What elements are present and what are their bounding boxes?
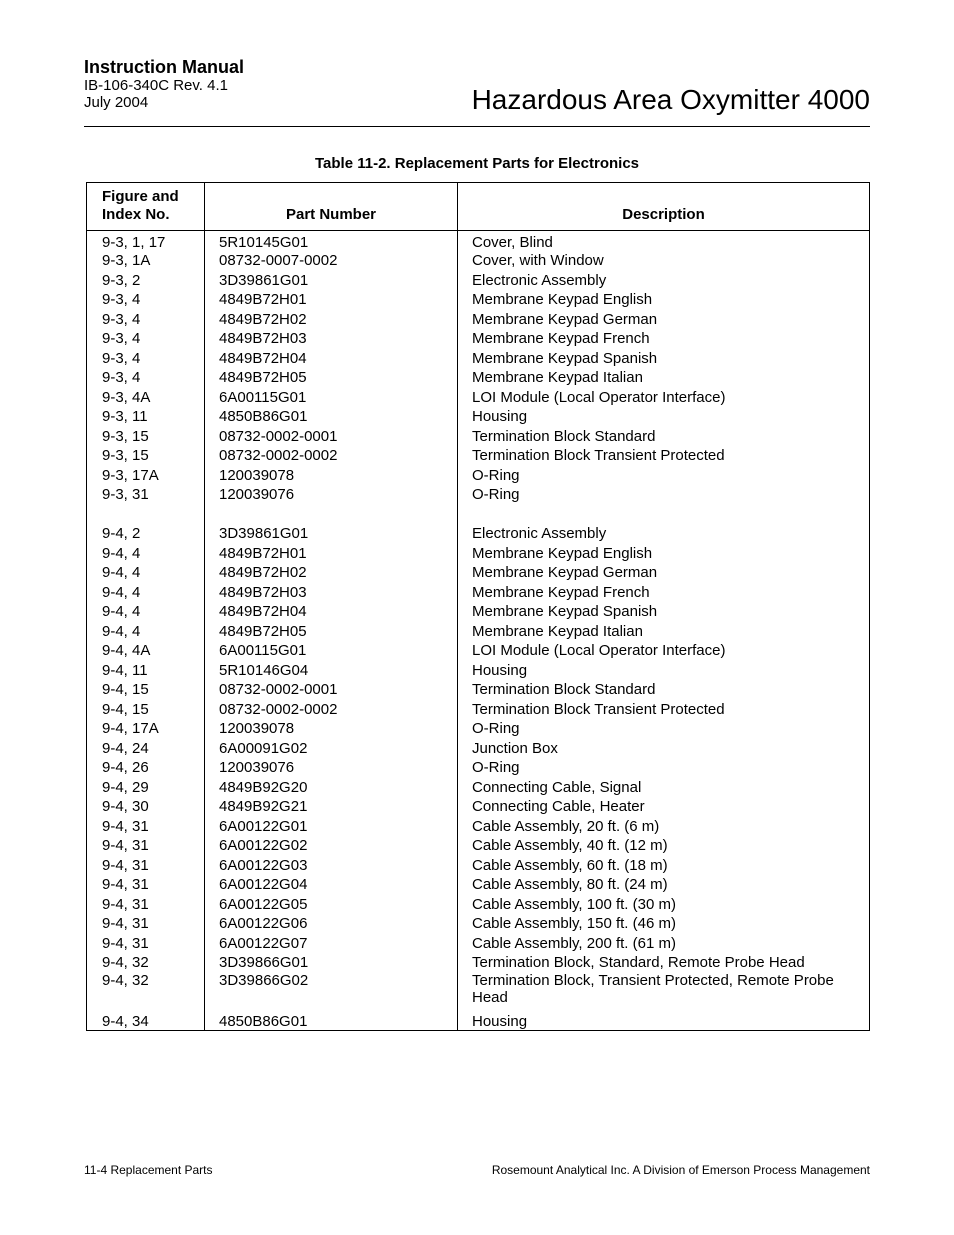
part-number-cell: 6A00122G05	[219, 896, 308, 913]
description-cell: O-Ring	[472, 720, 520, 737]
figure-index-cell: 9-4, 4A	[102, 642, 151, 659]
doc-number: IB-106-340C Rev. 4.1	[84, 77, 228, 94]
part-number-cell: 3D39866G01	[219, 954, 309, 971]
figure-index-cell: 9-4, 32	[102, 954, 149, 971]
description-cell: LOI Module (Local Operator Interface)	[472, 389, 726, 406]
part-number-cell: 4849B72H03	[219, 584, 307, 601]
description-cell: Termination Block, Transient Protected, Remote Probe Head	[472, 972, 834, 1006]
manual-title: Instruction Manual	[84, 57, 245, 77]
part-number-cell: 120039078	[219, 720, 295, 737]
figure-index-cell: 9-3, 15	[102, 447, 149, 464]
figure-index-cell: 9-4, 26	[102, 759, 149, 776]
part-number-cell: 08732-0002-0002	[219, 447, 338, 464]
footer-company: Rosemount Analytical Inc. A Division of Emerson Process Management	[491, 1163, 870, 1177]
figure-index-cell: 9-3, 1, 17	[102, 234, 166, 251]
figure-index-cell: 9-4, 24	[102, 740, 149, 757]
figure-index-cell: 9-4, 15	[102, 681, 149, 698]
part-number-cell: 4849B72H01	[219, 291, 307, 308]
header-block	[84, 57, 244, 111]
figure-index-cell: 9-4, 2	[102, 525, 141, 542]
figure-index-cell: 9-4, 31	[102, 935, 149, 952]
figure-index-cell: 9-4, 4	[102, 623, 141, 640]
figure-index-cell: 9-3, 15	[102, 428, 149, 445]
column-header-description: Description	[622, 206, 705, 223]
part-number-cell: 08732-0002-0002	[219, 701, 338, 718]
description-cell: Electronic Assembly	[472, 525, 607, 542]
column-header-part-number: Part Number	[285, 206, 377, 223]
part-number-cell: 3D39861G01	[219, 272, 309, 289]
part-number-cell: 08732-0002-0001	[219, 681, 338, 698]
figure-index-cell: 9-4, 17A	[102, 720, 159, 737]
figure-index-cell: 9-3, 4	[102, 350, 141, 367]
figure-index-cell: 9-4, 29	[102, 779, 149, 796]
figure-index-cell: 9-4, 4	[102, 584, 141, 601]
description-cell: Connecting Cable, Signal	[472, 779, 642, 796]
description-cell: Termination Block Transient Protected	[472, 447, 725, 464]
column-header-figure	[102, 188, 202, 224]
part-number-cell: 4849B72H05	[219, 623, 307, 640]
figure-index-cell: 9-3, 4	[102, 369, 141, 386]
part-number-cell: 4849B72H02	[219, 564, 307, 581]
figure-index-cell: 9-4, 31	[102, 818, 149, 835]
column-divider	[457, 183, 458, 1030]
figure-index-cell: 9-3, 4	[102, 311, 141, 328]
header-row-divider	[87, 230, 869, 231]
part-number-cell: 4849B72H05	[219, 369, 307, 386]
description-cell: Membrane Keypad German	[472, 311, 658, 328]
description-cell: Membrane Keypad Italian	[472, 369, 643, 386]
part-number-cell: 4849B72H03	[219, 330, 307, 347]
description-cell: Membrane Keypad English	[472, 291, 653, 308]
figure-index-cell: 9-4, 4	[102, 564, 141, 581]
description-cell: Cable Assembly, 150 ft. (46 m)	[472, 915, 676, 932]
part-number-cell: 4850B86G01	[219, 1013, 308, 1030]
description-cell: Membrane Keypad French	[472, 330, 650, 347]
description-cell: O-Ring	[472, 467, 520, 484]
table-caption: Table 11-2. Replacement Parts for Electronics	[314, 155, 640, 172]
part-number-cell: 4849B92G21	[219, 798, 308, 815]
part-number-cell: 120039076	[219, 486, 295, 503]
part-number-cell: 3D39861G01	[219, 525, 309, 542]
description-cell: Junction Box	[472, 740, 558, 757]
part-number-cell: 6A00122G06	[219, 915, 308, 932]
figure-index-cell: 9-4, 32	[102, 972, 149, 989]
figure-index-cell: 9-3, 31	[102, 486, 149, 503]
description-cell: Membrane Keypad French	[472, 584, 650, 601]
figure-index-cell: 9-4, 30	[102, 798, 149, 815]
description-cell: Membrane Keypad German	[472, 564, 658, 581]
figure-index-cell: 9-4, 34	[102, 1013, 149, 1030]
part-number-cell: 120039076	[219, 759, 295, 776]
description-cell: Cable Assembly, 20 ft. (6 m)	[472, 818, 660, 835]
figure-index-cell: 9-3, 11	[102, 408, 148, 425]
description-cell: Cover, with Window	[472, 252, 604, 269]
description-cell: Membrane Keypad Spanish	[472, 350, 658, 367]
description-cell: Connecting Cable, Heater	[472, 798, 645, 815]
description-cell: Cable Assembly, 200 ft. (61 m)	[472, 935, 676, 952]
description-cell: Cable Assembly, 60 ft. (18 m)	[472, 857, 668, 874]
description-cell: Membrane Keypad Spanish	[472, 603, 658, 620]
description-cell: Cover, Blind	[472, 234, 553, 251]
part-number-cell: 5R10145G01	[219, 234, 309, 251]
part-number-cell: 4849B92G20	[219, 779, 308, 796]
part-number-cell: 08732-0002-0001	[219, 428, 338, 445]
figure-index-cell: 9-4, 11	[102, 662, 148, 679]
part-number-cell: 4849B72H01	[219, 545, 307, 562]
doc-date: July 2004	[84, 94, 149, 111]
description-cell: Membrane Keypad English	[472, 545, 653, 562]
figure-index-cell: 9-4, 31	[102, 915, 149, 932]
description-cell: Housing	[472, 662, 528, 679]
description-cell: Termination Block Standard	[472, 681, 656, 698]
part-number-cell: 4849B72H02	[219, 311, 307, 328]
part-number-cell: 4849B72H04	[219, 603, 307, 620]
footer-page-label: 11-4 Replacement Parts	[84, 1163, 213, 1177]
part-number-cell: 4849B72H04	[219, 350, 307, 367]
part-number-cell: 6A00091G02	[219, 740, 308, 757]
figure-index-cell: 9-3, 1A	[102, 252, 151, 269]
figure-index-cell: 9-4, 15	[102, 701, 149, 718]
figure-index-cell: 9-4, 31	[102, 896, 149, 913]
part-number-cell: 6A00122G02	[219, 837, 308, 854]
description-cell: Cable Assembly, 40 ft. (12 m)	[472, 837, 668, 854]
figure-index-cell: 9-4, 4	[102, 603, 141, 620]
part-number-cell: 6A00122G07	[219, 935, 308, 952]
header-divider	[84, 126, 870, 127]
part-number-cell: 6A00122G01	[219, 818, 308, 835]
description-cell: Termination Block Standard	[472, 428, 656, 445]
column-header-figure-line2: Index No.	[102, 206, 170, 223]
product-title: Hazardous Area Oxymitter 4000	[471, 84, 870, 115]
figure-index-cell: 9-3, 4	[102, 291, 141, 308]
description-cell: Electronic Assembly	[472, 272, 607, 289]
figure-index-cell: 9-4, 31	[102, 837, 149, 854]
parts-table	[86, 182, 870, 1031]
figure-index-cell: 9-3, 4A	[102, 389, 151, 406]
description-cell: Cable Assembly, 100 ft. (30 m)	[472, 896, 676, 913]
part-number-cell: 4850B86G01	[219, 408, 308, 425]
description-cell: Cable Assembly, 80 ft. (24 m)	[472, 876, 668, 893]
description-cell: Housing	[472, 1013, 528, 1030]
description-cell: O-Ring	[472, 486, 520, 503]
part-number-cell: 6A00115G01	[219, 389, 307, 406]
description-cell: Housing	[472, 408, 528, 425]
description-cell: O-Ring	[472, 759, 520, 776]
part-number-cell: 6A00122G04	[219, 876, 308, 893]
description-cell: Termination Block Transient Protected	[472, 701, 725, 718]
part-number-cell: 3D39866G02	[219, 972, 309, 989]
figure-index-cell: 9-3, 4	[102, 330, 141, 347]
description-cell: LOI Module (Local Operator Interface)	[472, 642, 726, 659]
part-number-cell: 6A00122G03	[219, 857, 308, 874]
figure-index-cell: 9-4, 31	[102, 857, 149, 874]
figure-index-cell: 9-3, 17A	[102, 467, 159, 484]
part-number-cell: 6A00115G01	[219, 642, 307, 659]
figure-index-cell: 9-4, 31	[102, 876, 149, 893]
part-number-cell: 5R10146G04	[219, 662, 309, 679]
description-cell: Membrane Keypad Italian	[472, 623, 643, 640]
part-number-cell: 08732-0007-0002	[219, 252, 338, 269]
figure-index-cell: 9-3, 2	[102, 272, 141, 289]
column-header-figure-line1: Figure and	[102, 188, 179, 205]
part-number-cell: 120039078	[219, 467, 295, 484]
figure-index-cell: 9-4, 4	[102, 545, 141, 562]
column-divider	[204, 183, 205, 1030]
description-cell: Termination Block, Standard, Remote Probe Head	[472, 954, 805, 971]
